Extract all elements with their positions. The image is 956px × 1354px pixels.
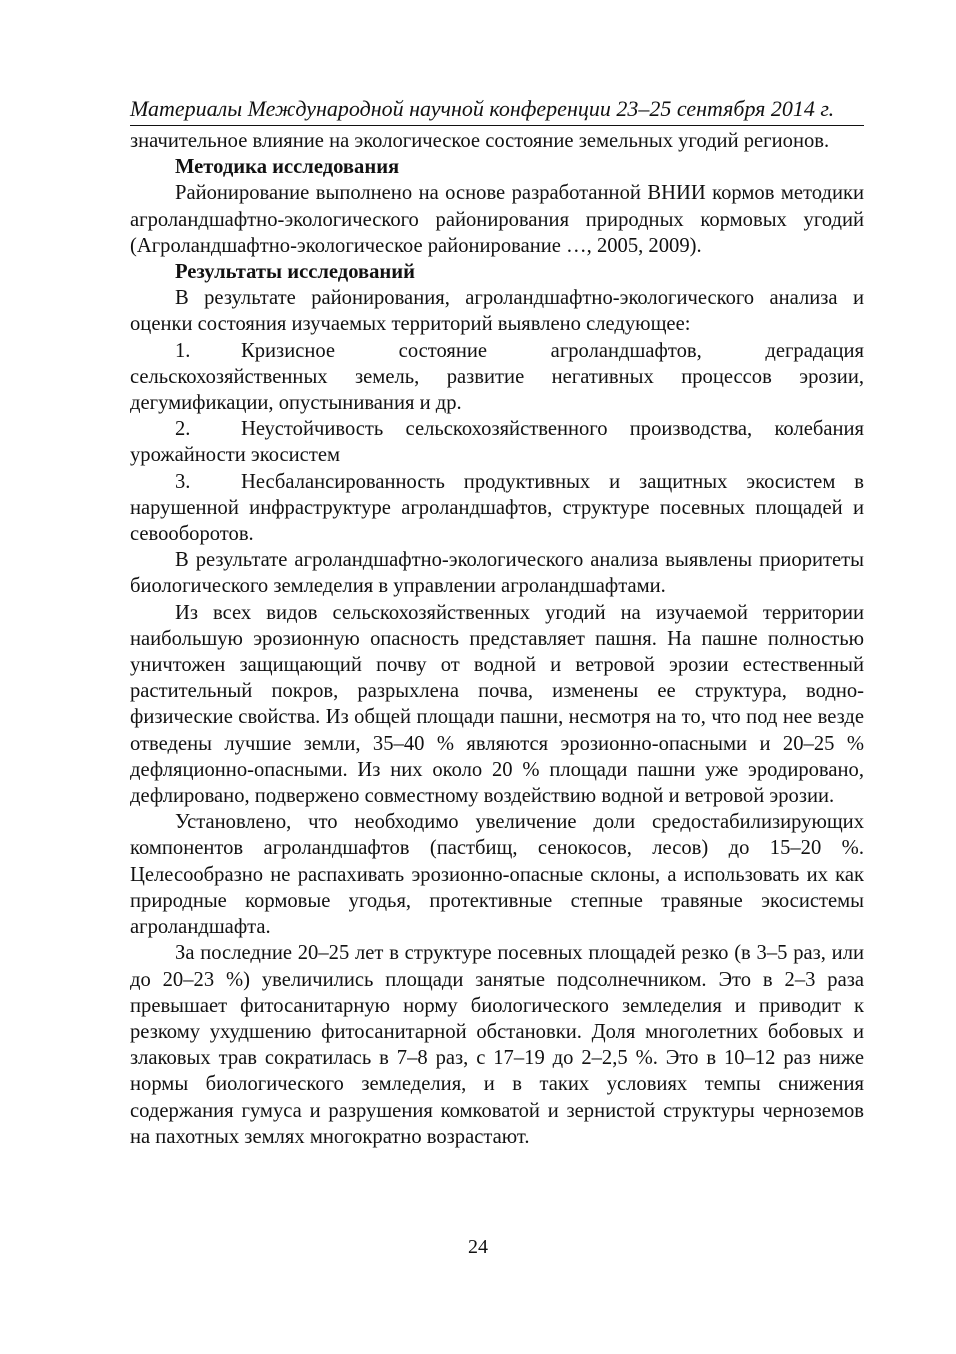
continued-paragraph: значительное влияние на экологическое состояние земельных угодий регионов. xyxy=(130,130,830,152)
running-header: Материалы Международной научной конференции 23–25 сентября 2014 г. xyxy=(130,96,835,121)
list-item-text: Кризисное состояние агроландшафтов, деградация сельскохозяйственных земель, развитие негативных процессов эрозии, дегумификации, опустынивания и др. xyxy=(130,339,864,415)
page-number: 24 xyxy=(468,1236,488,1258)
list-item-text: Неустойчивость сельскохозяйственного производства, колебания урожайности экосистем xyxy=(130,418,864,467)
list-item-number: 2. xyxy=(175,418,191,441)
list-item-number: 3. xyxy=(175,470,191,493)
arable-land-paragraph: Из всех видов сельскохозяйственных угодий на изучаемой территории наибольшую эрозионную опасность представляет пашня. На пашне полностью уничтожен защищающий почву от водной и ветровой эрозии естественный растительный покров, разрыхлена почва, изменены ее структура, водно-физические свойства. Из общей площади пашни, несмотря на то, что под нее везде отведены лучшие земли, 35–40 % являются эрозионно-опасными и 20–25 % дефляционно-опасными. Из них около 20 % площади пашни уже эродировано, дефлировано, подвержено совместному воздействию водной и ветровой эрозии. xyxy=(130,601,864,808)
methodology-paragraph: Районирование выполнено на основе разработанной ВНИИ кормов методики агроландшафтно-экологического районирования природных кормовых угодий (Агроландшафтно-экологическое районирование …, 2005, 2009). xyxy=(130,182,864,257)
list-item-text: Несбалансированность продуктивных и защитных экосистем в нарушенной инфраструктуре агроландшафтов, структуре посевных площадей и севооборотов. xyxy=(130,470,864,546)
results-intro: В результате районирования, агроландшафтно-экологического анализа и оценки состояния изучаемых территорий выявлено следующее: xyxy=(130,287,864,336)
priorities-paragraph: В результате агроландшафтно-экологического анализа выявлены приоритеты биологического земледелия в управлении агроландшафтами. xyxy=(130,549,864,598)
list-item-3 xyxy=(130,469,864,548)
list-item-2 xyxy=(130,416,864,468)
methodology-heading: Методика исследования xyxy=(175,156,400,179)
list-item-1 xyxy=(130,338,864,417)
body-text xyxy=(130,128,864,1150)
crop-structure-paragraph: За последние 20–25 лет в структуре посевных площадей резко (в 3–5 раз, или до 20–23 %) увеличились площади занятые подсолнечником. Это в 2–3 раза превышает фитосанитарную норму биологического земледелия и приводит к резкому ухудшению фитосанитарной обстановки. Доля многолетних бобовых и злаковых трав сократилась в 7–8 раз, с 17–19 до 2–2,5 %. Это в 10–12 раз ниже нормы биологического земледелия, и в таких условиях темпы снижения содержания гумуса и разрушения комковатой и зернистой структуры черноземов на пахотных землях многократно возрастают. xyxy=(130,942,864,1148)
stabilizing-components-paragraph: Установлено, что необходимо увеличение доли средостабилизирующих компонентов агроландшафтов (пастбищ, сенокосов, лесов) до 15–20 %. Целесообразно не распахивать эрозионно-опасные склоны, а использовать их как природные кормовые угодья, протективные степные травяные экосистемы агроландшафта. xyxy=(130,811,864,939)
results-heading: Результаты исследований xyxy=(175,261,415,284)
list-item-number: 1. xyxy=(175,339,191,362)
header-rule xyxy=(130,125,864,126)
